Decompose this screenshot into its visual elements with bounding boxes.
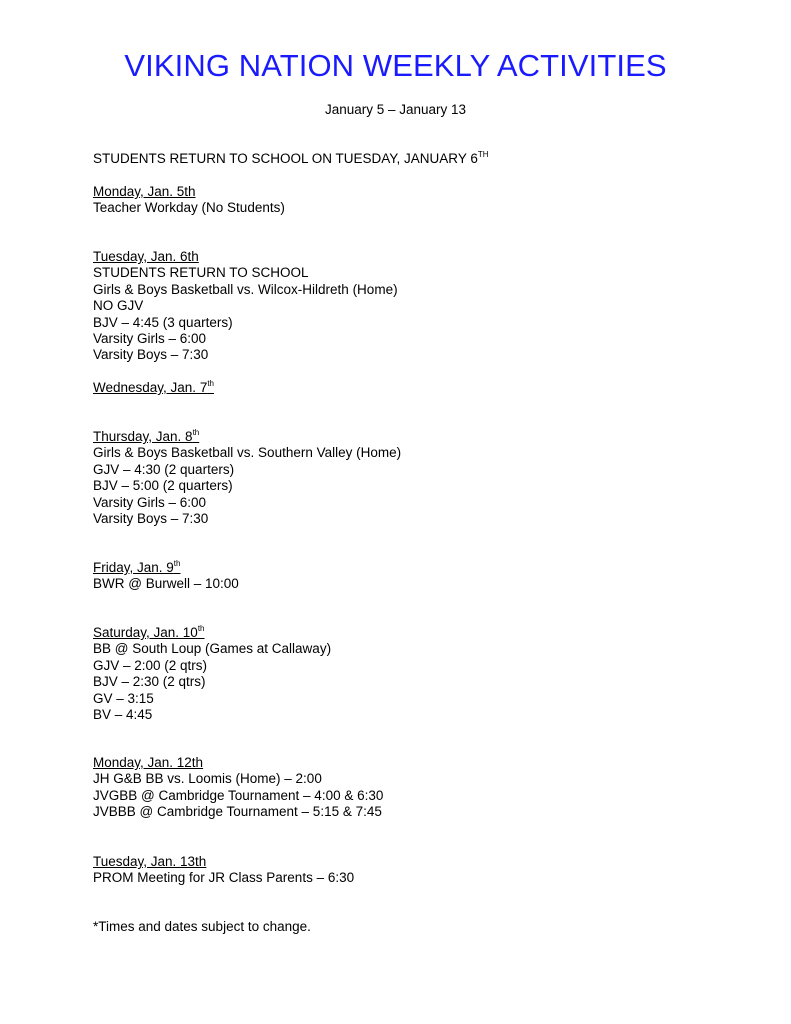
event-line: BJV – 4:45 (3 quarters): [93, 314, 233, 330]
event-line: BV – 4:45: [93, 707, 153, 723]
event-line: Varsity Girls – 6:00: [93, 331, 207, 347]
day-heading: Saturday, Jan. 10th: [93, 623, 205, 640]
return-notice-text: STUDENTS RETURN TO SCHOOL ON TUESDAY, JANUARY 6: [93, 151, 478, 166]
event-line: JVBBB @ Cambridge Tournament – 5:15 & 7:45: [93, 804, 382, 820]
event-line: BWR @ Burwell – 10:00: [93, 576, 239, 592]
event-line: STUDENTS RETURN TO SCHOOL: [93, 265, 309, 281]
day-heading: Friday, Jan. 9th: [93, 558, 181, 575]
event-line: NO GJV: [93, 298, 144, 314]
day-heading: Monday, Jan. 5th: [93, 184, 196, 199]
event-line: Varsity Boys – 7:30: [93, 347, 209, 363]
event-line: Varsity Girls – 6:00: [93, 494, 207, 510]
event-line: GJV – 4:30 (2 quarters): [93, 461, 235, 477]
day-section: [93, 184, 285, 217]
event-line: BB @ South Loup (Games at Callaway): [93, 641, 332, 657]
page-title: VIKING NATION WEEKLY ACTIVITIES: [124, 48, 667, 83]
event-line: GV – 3:15: [93, 690, 154, 706]
event-line: Girls & Boys Basketball vs. Wilcox-Hildreth (Home): [93, 281, 398, 297]
day-section: [93, 560, 239, 593]
day-section: [93, 625, 331, 723]
date-range: January 5 – January 13: [324, 102, 467, 117]
day-heading: Monday, Jan. 12th: [93, 755, 204, 770]
return-notice-sup: TH: [477, 149, 489, 159]
day-section: [93, 854, 354, 887]
return-notice: [93, 151, 489, 167]
event-line: JVGBB @ Cambridge Tournament – 4:00 & 6:30: [93, 787, 384, 803]
event-line: Varsity Boys – 7:30: [93, 511, 209, 527]
day-section: [93, 755, 383, 821]
day-section: [93, 380, 214, 396]
footnote: [93, 919, 311, 935]
event-line: Teacher Workday (No Students): [93, 200, 285, 216]
day-section: [93, 429, 401, 527]
event-line: JH G&B BB vs. Loomis (Home) – 2:00: [93, 771, 322, 787]
event-line: BJV – 2:30 (2 qtrs): [93, 674, 206, 690]
footnote-text: *Times and dates subject to change.: [93, 919, 311, 934]
event-line: BJV – 5:00 (2 quarters): [93, 478, 233, 494]
event-line: Girls & Boys Basketball vs. Southern Valley (Home): [93, 445, 402, 461]
day-heading: Tuesday, Jan. 6th: [93, 249, 199, 264]
day-heading: Wednesday, Jan. 7th: [93, 378, 214, 395]
event-line: GJV – 2:00 (2 qtrs): [93, 657, 208, 673]
event-line: PROM Meeting for JR Class Parents – 6:30: [93, 870, 355, 886]
day-heading: Thursday, Jan. 8th: [93, 427, 200, 444]
day-section: [93, 249, 398, 364]
day-heading: Tuesday, Jan. 13th: [93, 854, 207, 869]
